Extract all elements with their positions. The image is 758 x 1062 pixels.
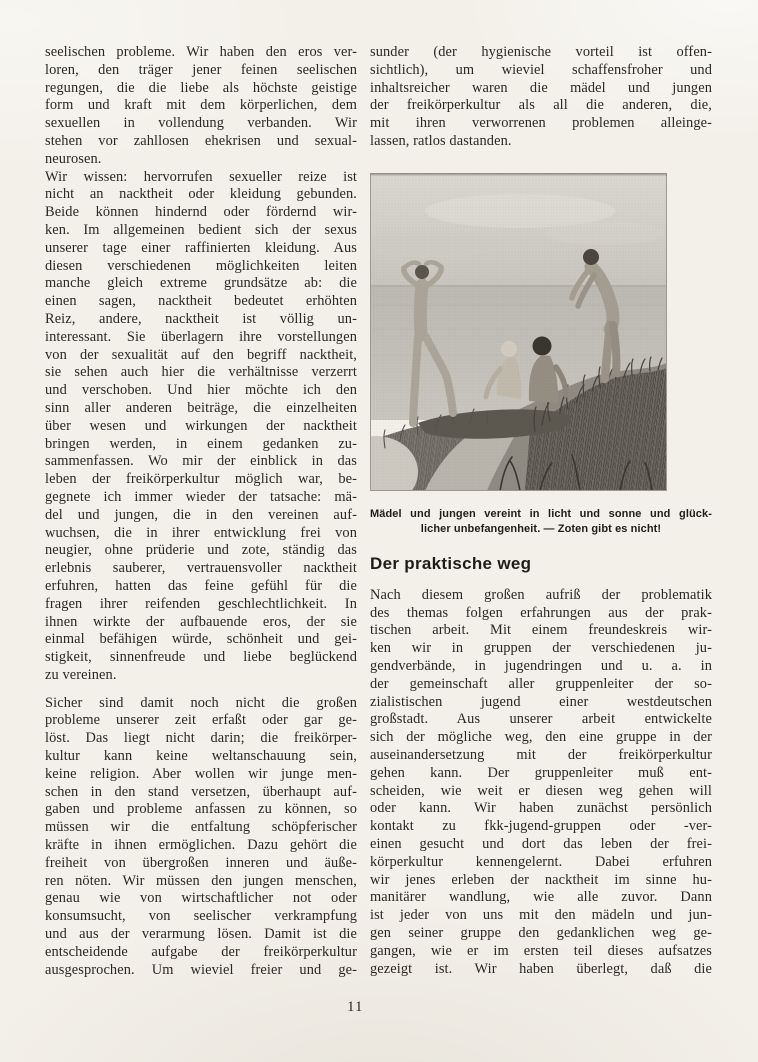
text-line: licher unbefangenheit. — Zoten gibt es nicht! — [420, 523, 662, 536]
text-line: freiheit von übergroßen inneren und äuße- — [45, 854, 357, 871]
text-line: del und jungen, die in den vereinen auf- — [45, 506, 357, 523]
text-line: kontakt zu fkk-jugend-gruppen oder -ver- — [370, 818, 712, 835]
text-line: oder kann. Wir haben zunächst persönlich — [370, 800, 712, 817]
text-line: einmal befähigen würde, schönheit und gei- — [45, 631, 357, 648]
text-line: müssen wir die entfaltung schöpferischer — [45, 819, 357, 836]
text-line: diesen verschiedenen möglichkeiten leiten — [45, 257, 357, 274]
text-line: großstadt. Aus unserer arbeit entwickelte — [370, 711, 712, 728]
text-line: der freikörperkultur als all die anderen, die, — [370, 97, 712, 114]
text-line: zialistischen jugend einer westdeutschen — [370, 693, 712, 710]
photo-top-edge — [370, 173, 667, 176]
text-line: wir jenes erleben der nacktheit im sinne hu- — [370, 871, 712, 888]
text-line: gen seiner gruppe den gedanklichen weg ge- — [370, 924, 712, 941]
text-line: scheiden, wie weit er diesen weg gehen will — [370, 782, 712, 799]
body-paragraph — [45, 44, 357, 169]
text-line: probleme unserer zeit erfaßt oder gar ge- — [45, 712, 357, 729]
text-line: manche gleich extreme grundsätze ab: die — [45, 275, 357, 292]
halftone-overlay — [370, 173, 667, 491]
photo-caption — [370, 507, 712, 538]
text-line: keine religion. Aber wollen wir junge men- — [45, 765, 357, 782]
body-paragraph — [45, 695, 357, 980]
text-line: Beide können hindernd oder fördernd wir- — [45, 204, 357, 221]
text-line: der gemeinschaft aller gruppenleiter der so- — [370, 675, 712, 692]
text-line: stigkeit, sinnenfreude und liebe beglückend — [45, 649, 357, 666]
text-line: sich der mögliche weg, den eine gruppe in der — [370, 729, 712, 746]
text-line: über wesen und wirkungen der nacktheit — [45, 417, 357, 434]
text-line: nicht an nacktheit oder kleidung gebunden. — [45, 186, 357, 203]
text-line: neurosen. — [45, 150, 102, 167]
text-line: des themas folgen erfahrungen aus der prak- — [370, 604, 712, 621]
text-line: seelischen probleme. Wir haben den eros ver- — [45, 44, 357, 60]
text-line: ihnen wirkte der aufbauende eros, der sie — [45, 613, 357, 630]
section-heading: Der praktische weg — [370, 553, 532, 573]
text-line: gendverbände, in jugendringen und u. a. in — [370, 657, 712, 674]
text-line: Wir wissen: hervorrufen sexueller reize ist — [45, 168, 357, 185]
text-line: gehen kann. Der gruppenleiter muß ent- — [370, 764, 712, 781]
text-line: loren, den träger jener feinen seelischen — [45, 61, 357, 78]
text-line: entscheidende aufgabe der freikörperkultur — [45, 943, 357, 960]
text-line: ist jeder von uns mit den mädeln und jun- — [370, 907, 712, 924]
text-line: zu vereinen. — [45, 666, 117, 683]
text-line: gaben und probleme anfassen zu können, so — [45, 801, 357, 818]
text-line: ren nöten. Wir müssen den jungen menschen, — [45, 872, 357, 889]
text-line: neugier, ohne prüderie und zote, ständig das — [45, 542, 357, 559]
text-line: genau wie von wirtschaftlicher not oder — [45, 890, 357, 907]
text-line: kräfte in ihnen ermöglichen. Dazu gehört die — [45, 837, 357, 854]
right-column — [370, 44, 712, 979]
text-line: sammenfassen. Wo mir der einblick in das — [45, 453, 357, 470]
text-line: wuchsen, die in ihrer entwicklung frei von — [45, 524, 357, 541]
text-line: ausgesprochen. Um wieviel freier und ge- — [45, 961, 357, 978]
text-line: interessant. Sie überlagern ihre vorstellungen — [45, 328, 357, 345]
text-line: unserer tage einer raffinierten kleidung. Aus — [45, 239, 357, 256]
body-paragraph — [45, 169, 357, 685]
page-number: 11 — [347, 999, 364, 1015]
text-line: und aus der verarmung lösen. Damit ist die — [45, 926, 357, 943]
text-line: kultur kann keine weltanschauung sein, — [45, 748, 357, 765]
text-line: mit ihren verworrenen problemen alleinge- — [370, 115, 712, 132]
text-line: stehen vor zahllosen ehekrisen und sexual- — [45, 132, 357, 149]
text-line: manitärer wandlung, wie alle zuvor. Dann — [370, 889, 712, 906]
text-line: körperkultur kennengelernt. Dabei erfuhren — [370, 853, 712, 870]
text-line: auseinandersetzung mit der freikörperkultur — [370, 746, 712, 763]
text-line: leben der freikörperkultur möglich war, be- — [45, 471, 357, 488]
text-line: fragen ihrer reifenden geschlechtlichkeit. In — [45, 595, 357, 612]
text-line: ken. Im allgemeinen bedient sich der sexus — [45, 221, 357, 238]
text-line: inhaltsreicher waren die mädel und jungen — [370, 79, 712, 96]
text-line: gezeigt ist. Wir haben überlegt, daß die — [370, 960, 712, 977]
text-line: sie sehen auch hier die verhältnisse verzerrt — [45, 364, 357, 381]
photo-illustration — [370, 173, 667, 491]
text-line: form und kraft mit dem körperlichen, dem — [45, 97, 357, 114]
text-line: Nach diesem großen aufriß der problematik — [370, 586, 712, 603]
text-line: einen gesucht und dort das leben der frei- — [370, 835, 712, 852]
text-line: löst. Das liegt nicht darin; die freikörper- — [45, 730, 357, 747]
photo-children-by-sea — [370, 173, 667, 491]
text-line: erlebnis sauberer, vertrauensvoller nacktheit — [45, 560, 357, 577]
text-line: gangen, wie er im ersten teil dieses aufsatzes — [370, 942, 712, 959]
body-paragraph — [370, 44, 712, 151]
body-paragraph — [370, 587, 712, 979]
text-line: gegnete ich immer wieder der tatsache: mä- — [45, 488, 357, 505]
text-line: tischen arbeit. Mit einem freundeskreis wir- — [370, 622, 712, 639]
text-line: sunder (der hygienische vorteil ist offen- — [370, 44, 712, 60]
text-line: lassen, ratlos dastanden. — [370, 132, 512, 149]
text-line: und verschoben. Und hier möchte ich den — [45, 382, 357, 399]
text-line: konsumsucht, von seelischer verkrampfung — [45, 908, 357, 925]
text-line: Sicher sind damit noch nicht die großen — [45, 694, 357, 711]
left-column — [45, 44, 357, 979]
text-line: sinn aller anderen beiträge, die einzelheiten — [45, 399, 357, 416]
text-line: einen sagen, nacktheit bedeutet erhöhten — [45, 293, 357, 310]
text-line: ken wir in gruppen der verschiedenen ju- — [370, 640, 712, 657]
text-line: Mädel und jungen vereint in licht und sonne und glück- — [370, 507, 712, 520]
text-line: regungen, die die liebe als höchste geistige — [45, 79, 357, 96]
text-line: Reiz, andere, nacktheit ist völlig un- — [45, 310, 357, 327]
text-line: von der sexualität auf den begriff nacktheit, — [45, 346, 357, 363]
text-line: sichtlich), um wieviel schaffensfroher und — [370, 61, 712, 78]
text-line: schen in den stand versetzen, überhaupt auf- — [45, 783, 357, 800]
text-line: bringen werden, in einem gedanken zu- — [45, 435, 357, 452]
text-line: erfuhren, hatten das feine gefühl für die — [45, 577, 357, 594]
two-column-text-block — [45, 44, 712, 979]
text-line: sexuellen in vollendung verbanden. Wir — [45, 115, 357, 132]
